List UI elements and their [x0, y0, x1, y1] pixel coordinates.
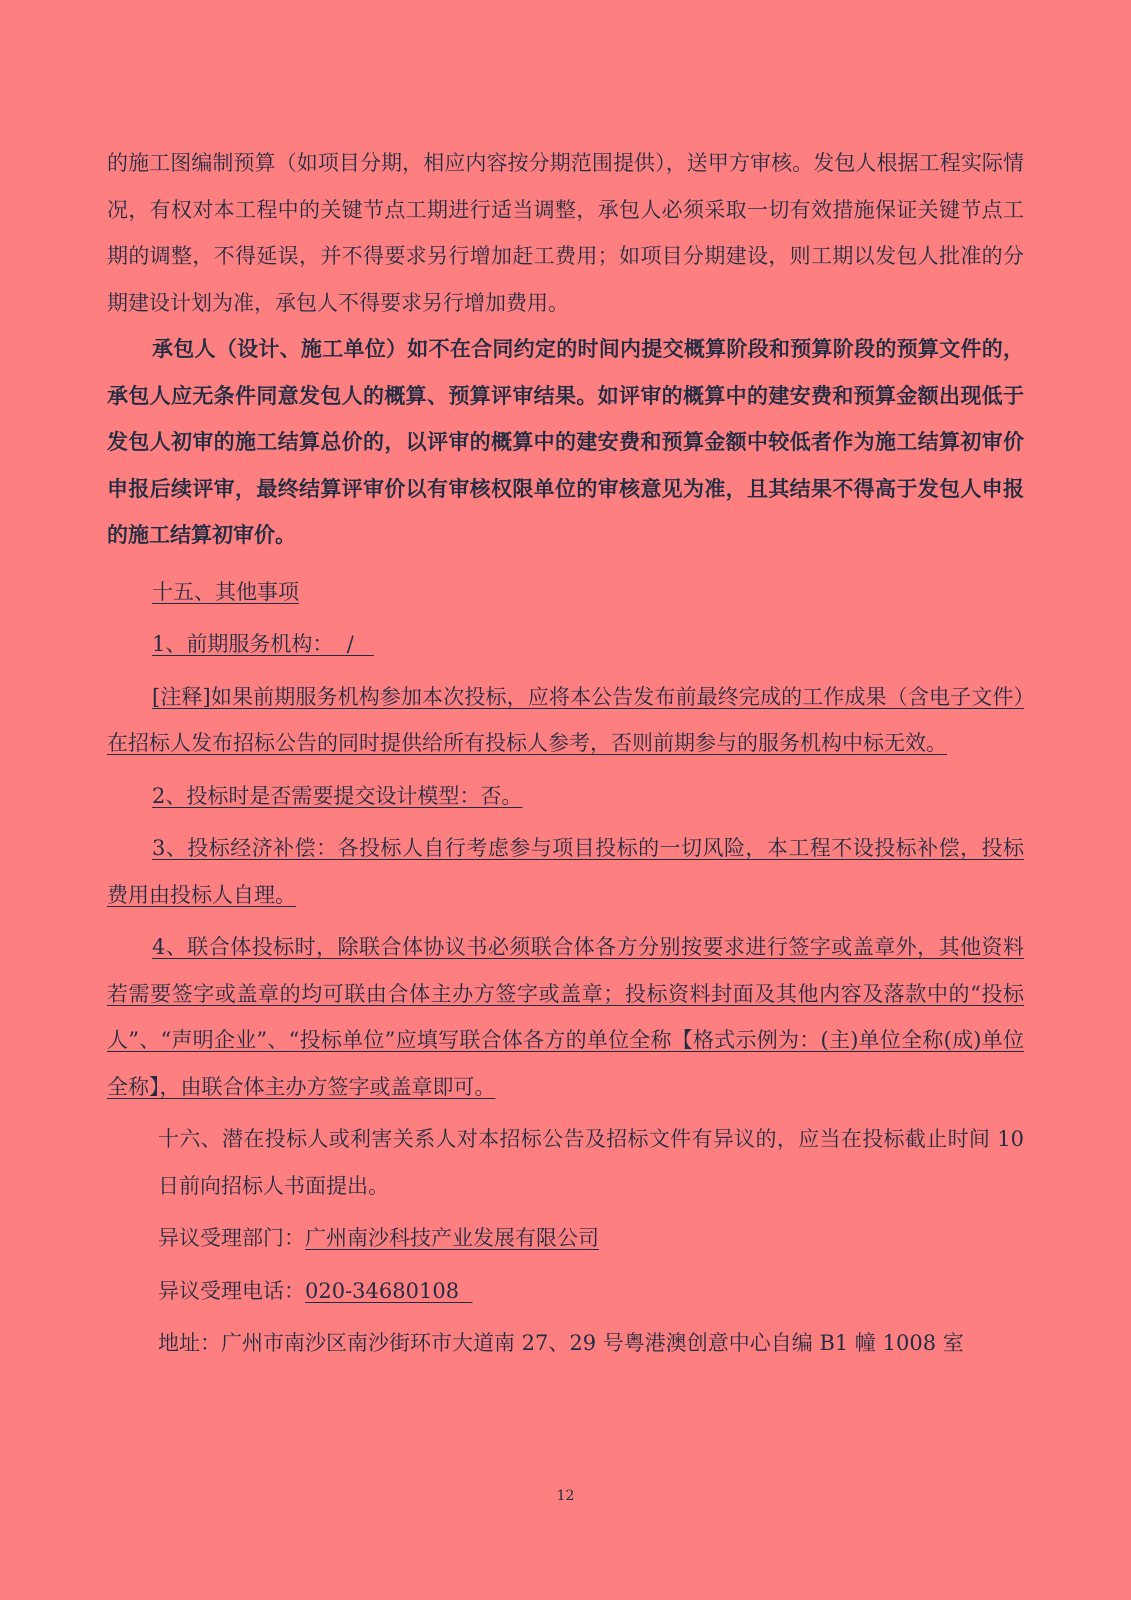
page-number: 12: [556, 1488, 575, 1504]
section-15-item-2-text: 2、投标时是否需要提交设计模型：否。: [152, 783, 523, 808]
section-15-item-1: [107, 621, 1024, 668]
section-15-item-4: [107, 924, 1024, 1110]
section-15-item-3-text: 3、投标经济补偿：各投标人自行考虑参与项目投标的一切风险，本工程不设投标补偿，投标费用由投标人自理。: [107, 836, 1024, 907]
paragraph-schedule: 的施工图编制预算（如项目分期，相应内容按分期范围提供），送甲方审核。发包人根据工程实际情况，有权对本工程中的关键节点工期进行适当调整，承包人必须采取一切有效措施保证关键节点工期的调整，不得延误，并不得要求另行增加赶工费用；如项目分期建设，则工期以发包人批准的分期建设计划为准，承包人不得要求另行增加费用。: [107, 151, 1024, 315]
objection-phone: [158, 1268, 1024, 1315]
section-15-item-2: [107, 773, 1024, 820]
objection-department: [158, 1215, 1024, 1262]
objection-department-label: 异议受理部门：: [158, 1226, 305, 1250]
objection-department-value: 广州南沙科技产业发展有限公司: [305, 1226, 599, 1250]
paragraph-contractor-budget: 承包人（设计、施工单位）如不在合同约定的时间内提交概算阶段和预算阶段的预算文件的，承包人应无条件同意发包人的概算、预算评审结果。如评审的概算中的建安费和预算金额出现低于发包人初审的施工结算总价的，以评审的概算中的建安费和预算金额中较低者作为施工结算初审价申报后续评审，最终结算评审价以有审核权限单位的审核意见为准，且其结果不得高于发包人申报的施工结算初审价。: [107, 336, 1024, 547]
section-15-heading: [107, 569, 1024, 616]
objection-address: 地址：广州市南沙区南沙街环市大道南 27、29 号粤港澳创意中心自编 B1 幢 1008 室: [158, 1331, 964, 1355]
section-15-item-1-text: 1、前期服务机构： /: [152, 632, 374, 656]
objection-phone-label: 异议受理电话：: [158, 1278, 305, 1303]
section-15-note-text: [注释]如果前期服务机构参加本次投标，应将本公告发布前最终完成的工作成果（含电子文件）在招标人发布招标公告的同时提供给所有投标人参考，否则前期参与的服务机构中标无效。: [107, 684, 1024, 755]
document-page: [107, 140, 1024, 1367]
section-15-heading-text: 十五、其他事项: [152, 579, 299, 604]
section-15-item-4-text: 4、联合体投标时，除联合体协议书必须联合体各方分别按要求进行签字或盖章外，其他资料若需要签字或盖章的均可联由合体主办方签字或盖章；投标资料封面及其他内容及落款中的“投标人”、“声明企业”、“投标单位”应填写联合体各方的单位全称【格式示例为：(主)单位全称(成)单位全称】，由联合体主办方签字或盖章即可。: [107, 935, 1024, 1099]
section-15-note: [107, 674, 1024, 767]
objection-phone-value: 020-34680108: [305, 1278, 473, 1303]
section-15-item-3: [107, 825, 1024, 918]
section-16-text: 十六、潜在投标人或利害关系人对本招标公告及招标文件有异议的，应当在投标截止时间 10 日前向招标人书面提出。: [158, 1127, 1024, 1198]
section-16: [107, 1116, 1024, 1367]
